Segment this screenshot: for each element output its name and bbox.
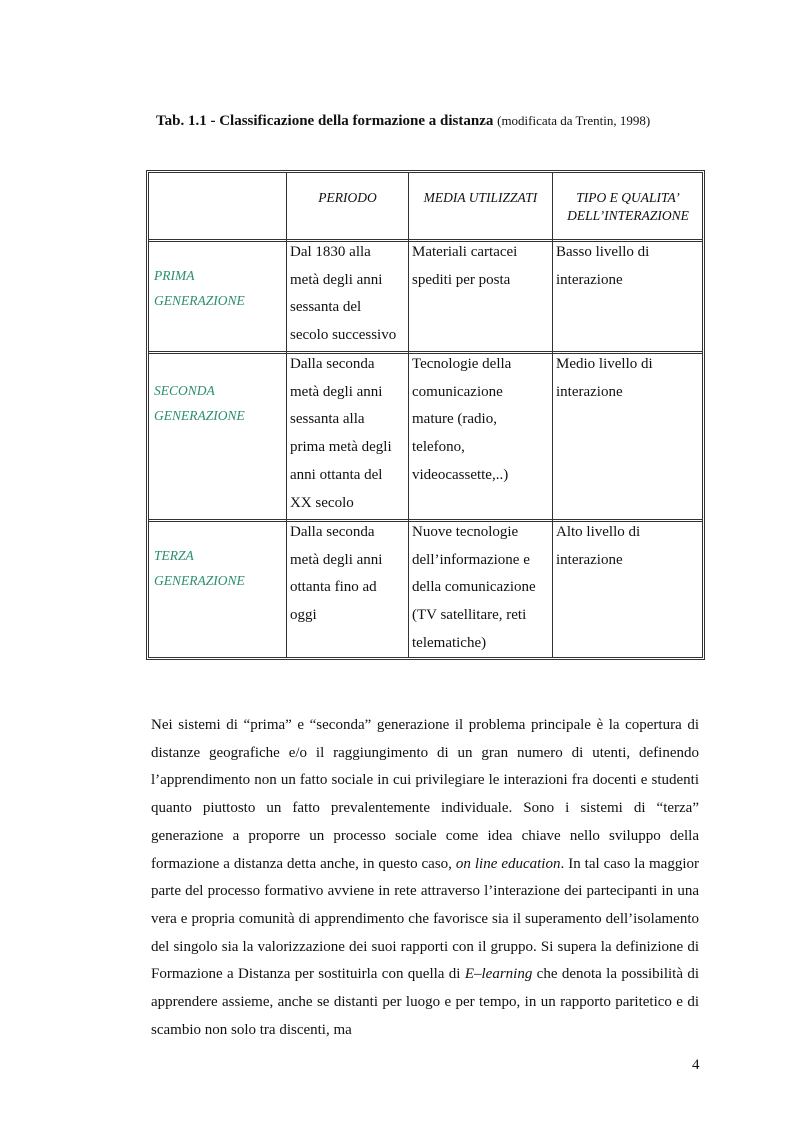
media-cell: Nuove tecnologie dell’informazione e della comunicazione (TV satellitare, reti telematiche)	[412, 524, 536, 651]
column-divider	[408, 173, 409, 657]
period-cell: Dal 1830 alla metà degli anni sessanta del secolo successivo	[290, 244, 397, 344]
generation-label: TERZA GENERAZIONE	[154, 548, 245, 588]
header-period: PERIODO	[318, 190, 377, 205]
classification-table	[146, 170, 705, 660]
body-italic-term: on line education	[455, 855, 561, 872]
generation-label: PRIMA GENERAZIONE	[154, 268, 245, 308]
interaction-cell: Alto livello di interazione	[556, 524, 641, 568]
column-divider	[552, 173, 553, 657]
media-cell: Tecnologie della comunicazione mature (radio, telefono, videocassette,..)	[412, 356, 512, 483]
generation-label: SECONDA GENERAZIONE	[154, 383, 245, 423]
period-cell: Dalla seconda metà degli anni sessanta alla prima metà degli anni ottanta del XX secolo	[290, 356, 392, 511]
interaction-cell: Medio livello di interazione	[556, 356, 653, 400]
media-cell: Materiali cartacei spediti per posta	[412, 244, 518, 288]
interaction-cell: Basso livello di interazione	[556, 244, 650, 288]
header-media: MEDIA UTILIZZATI	[423, 190, 538, 205]
header-interaction: TIPO E QUALITA’ DELL’INTERAZIONE	[567, 190, 689, 223]
body-text-part: Nei sistemi di “prima” e “seconda” generazione il problema principale è la copertura di distanze geografiche e/o il raggiungimento di un gran numero di utenti, definendo l’apprendimento non un fatto sociale in cui privilegiare le interazioni fra docenti e studenti quanto piuttosto un fatto prevalentemente individuale. Sono i sistemi di “terza” generazione a proporre un processo sociale come idea chiave nello sviluppo della formazione a distanza detta anche, in questo caso,	[151, 717, 699, 872]
period-cell: Dalla seconda metà degli anni ottanta fino ad oggi	[290, 524, 383, 624]
body-paragraph	[151, 712, 699, 1044]
caption-title: Tab. 1.1 - Classificazione della formazione a distanza	[156, 113, 494, 129]
table-caption	[156, 113, 650, 130]
body-text-part: che denota la possibilità di apprendere assieme, anche se distanti per luogo e per tempo, in un rapporto paritetico e di scambio non solo tra discenti, ma	[151, 966, 700, 1038]
body-italic-term: E–learning	[464, 966, 533, 983]
page-number: 4	[692, 1057, 700, 1073]
column-divider	[286, 173, 287, 657]
body-text-part: . In tal caso la maggior parte del processo formativo avviene in rete attraverso l’interazione dei partecipanti in una vera e propria comunità di apprendimento che favorisce sia il superamento dell’isolamento del singolo sia la valorizzazione dei suoi rapporti con il gruppo. Si supera la definizione di Formazione a Distanza per sostituirla con quella di	[151, 855, 699, 983]
caption-source: (modificata da Trentin, 1998)	[497, 113, 651, 128]
